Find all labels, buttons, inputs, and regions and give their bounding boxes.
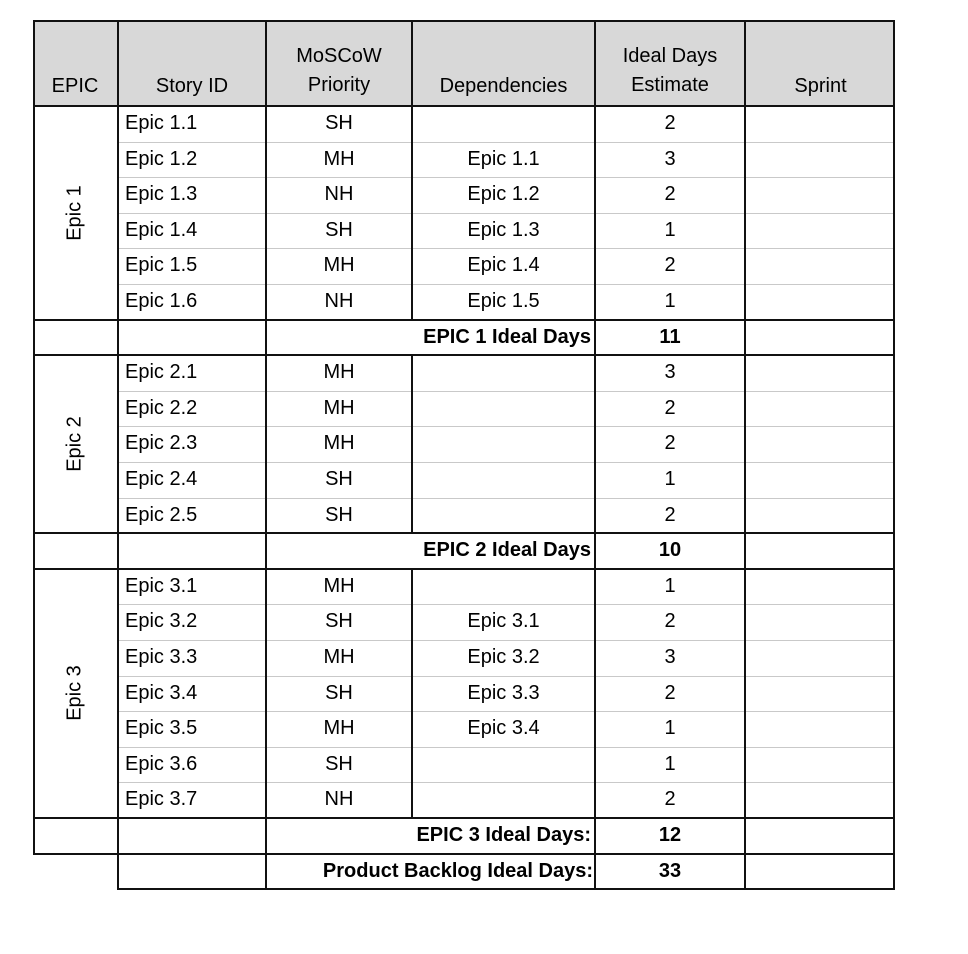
header-priority-line2: Priority bbox=[307, 74, 371, 96]
story-id-cell: Epic 1.1 bbox=[125, 112, 198, 134]
story-id-cell: Epic 3.6 bbox=[125, 752, 198, 775]
priority-cell: SH bbox=[325, 610, 353, 633]
epic-subtotal-value: 12 bbox=[658, 824, 682, 846]
estimate-cell: 2 bbox=[664, 396, 676, 419]
estimate-cell: 1 bbox=[664, 468, 676, 490]
dependency-cell bbox=[413, 782, 594, 817]
story-id-cell: Epic 3.7 bbox=[125, 788, 198, 811]
story-id-cell: Epic 1.3 bbox=[125, 183, 198, 206]
section-border bbox=[117, 888, 895, 890]
dependency-cell bbox=[413, 747, 594, 782]
priority-cell: NH bbox=[324, 788, 354, 811]
header-estimate-line1: Ideal Days bbox=[622, 45, 718, 67]
priority-column-border bbox=[411, 20, 413, 106]
estimate-cell: 1 bbox=[664, 574, 676, 597]
story-id-cell: Epic 3.1 bbox=[125, 574, 198, 597]
story-id-cell: Epic 3.2 bbox=[125, 610, 198, 633]
right-border bbox=[893, 20, 895, 890]
dependency-cell bbox=[413, 106, 594, 141]
section-border bbox=[33, 20, 895, 22]
priority-column-border bbox=[411, 355, 413, 533]
estimate-cell: 1 bbox=[664, 717, 676, 740]
estimate-cell: 2 bbox=[664, 503, 676, 526]
priority-cell: SH bbox=[325, 752, 353, 775]
dependency-cell bbox=[413, 498, 594, 533]
epic-subtotal-label: EPIC 3 Ideal Days: bbox=[416, 824, 591, 846]
dependency-cell bbox=[413, 426, 594, 461]
estimate-cell: 1 bbox=[664, 752, 676, 775]
dependency-cell: Epic 1.5 bbox=[467, 290, 540, 312]
story-id-cell: Epic 3.5 bbox=[125, 717, 198, 740]
dependency-cell: Epic 1.4 bbox=[467, 254, 540, 277]
dependency-cell bbox=[413, 391, 594, 426]
story-id-cell: Epic 1.2 bbox=[125, 147, 198, 170]
epic-label-text: Epic 3 bbox=[63, 665, 86, 722]
header-priority-line1: MoSCoW bbox=[296, 45, 382, 67]
priority-cell: MH bbox=[323, 254, 355, 277]
priority-cell: MH bbox=[323, 717, 355, 740]
epic-column-border bbox=[117, 20, 119, 890]
dependency-cell: Epic 1.2 bbox=[467, 183, 540, 206]
epic-label-text: Epic 1 bbox=[63, 185, 86, 241]
priority-cell: NH bbox=[324, 183, 354, 206]
estimate-cell: 2 bbox=[664, 610, 676, 633]
epic-label-text: Epic 2 bbox=[63, 416, 86, 472]
header-dependencies: Dependencies bbox=[439, 75, 568, 97]
epic-subtotal-label: EPIC 1 Ideal Days bbox=[423, 325, 591, 348]
priority-cell: MH bbox=[323, 147, 355, 170]
priority-cell: SH bbox=[325, 681, 353, 704]
dependency-cell: Epic 3.2 bbox=[467, 646, 540, 668]
estimate-column-border bbox=[744, 20, 746, 890]
priority-cell: MH bbox=[323, 432, 355, 455]
story-id-cell: Epic 2.4 bbox=[125, 468, 198, 490]
estimate-cell: 2 bbox=[664, 681, 676, 704]
dependency-cell bbox=[413, 355, 594, 390]
estimate-cell: 3 bbox=[664, 147, 676, 170]
header-sprint: Sprint bbox=[794, 75, 847, 97]
epic-group-label bbox=[33, 355, 117, 533]
dependency-cell: Epic 1.3 bbox=[467, 218, 540, 241]
estimate-cell: 1 bbox=[664, 218, 676, 241]
header-priority bbox=[267, 42, 411, 100]
priority-cell: NH bbox=[324, 290, 354, 312]
epic-subtotal-value: 11 bbox=[659, 325, 681, 348]
estimate-cell: 2 bbox=[664, 254, 676, 277]
estimate-cell: 2 bbox=[664, 112, 676, 134]
header-epic: EPIC bbox=[51, 75, 99, 97]
priority-cell: SH bbox=[325, 468, 353, 490]
story-id-cell: Epic 1.4 bbox=[125, 218, 198, 241]
dependency-cell bbox=[413, 569, 594, 604]
story-id-cell: Epic 3.4 bbox=[125, 681, 198, 704]
epic-group-label bbox=[33, 106, 117, 320]
dependency-cell bbox=[413, 462, 594, 497]
estimate-cell: 2 bbox=[664, 183, 676, 206]
epic-subtotal-value: 10 bbox=[658, 539, 682, 562]
estimate-cell: 2 bbox=[664, 788, 676, 811]
estimate-cell: 3 bbox=[664, 361, 676, 384]
story-id-cell: Epic 3.3 bbox=[125, 646, 198, 668]
story-id-cell: Epic 2.1 bbox=[125, 361, 198, 384]
backlog-total-value: 33 bbox=[658, 859, 682, 882]
estimate-cell: 2 bbox=[664, 432, 676, 455]
story-id-cell: Epic 1.5 bbox=[125, 254, 198, 277]
priority-column-border bbox=[411, 569, 413, 818]
estimate-cell: 3 bbox=[664, 646, 676, 668]
story-id-cell: Epic 2.3 bbox=[125, 432, 198, 455]
priority-cell: SH bbox=[325, 112, 353, 134]
epic-group-label bbox=[33, 569, 117, 818]
dependency-cell: Epic 3.1 bbox=[467, 610, 540, 633]
priority-column-border bbox=[411, 106, 413, 320]
priority-cell: MH bbox=[323, 574, 355, 597]
backlog-table bbox=[33, 20, 895, 890]
epic-subtotal-label: EPIC 2 Ideal Days bbox=[423, 539, 591, 562]
priority-cell: SH bbox=[325, 503, 353, 526]
dependency-cell: Epic 1.1 bbox=[467, 147, 540, 170]
priority-cell: MH bbox=[323, 361, 355, 384]
story-id-cell: Epic 1.6 bbox=[125, 290, 198, 312]
backlog-total-label: Product Backlog Ideal Days: bbox=[322, 859, 593, 882]
dependency-cell: Epic 3.4 bbox=[467, 717, 540, 740]
header-estimate bbox=[596, 42, 744, 100]
dependencies-column-border bbox=[594, 20, 596, 890]
priority-cell: SH bbox=[325, 218, 353, 241]
story-column-border bbox=[265, 20, 267, 890]
story-id-cell: Epic 2.5 bbox=[125, 503, 198, 526]
header-estimate-line2: Estimate bbox=[631, 74, 709, 96]
header-story-id: Story ID bbox=[155, 75, 229, 97]
priority-cell: MH bbox=[323, 396, 355, 419]
story-id-cell: Epic 2.2 bbox=[125, 396, 198, 419]
dependency-cell: Epic 3.3 bbox=[467, 681, 540, 704]
estimate-cell: 1 bbox=[664, 290, 676, 312]
priority-cell: MH bbox=[323, 646, 355, 668]
left-border bbox=[33, 20, 35, 854]
